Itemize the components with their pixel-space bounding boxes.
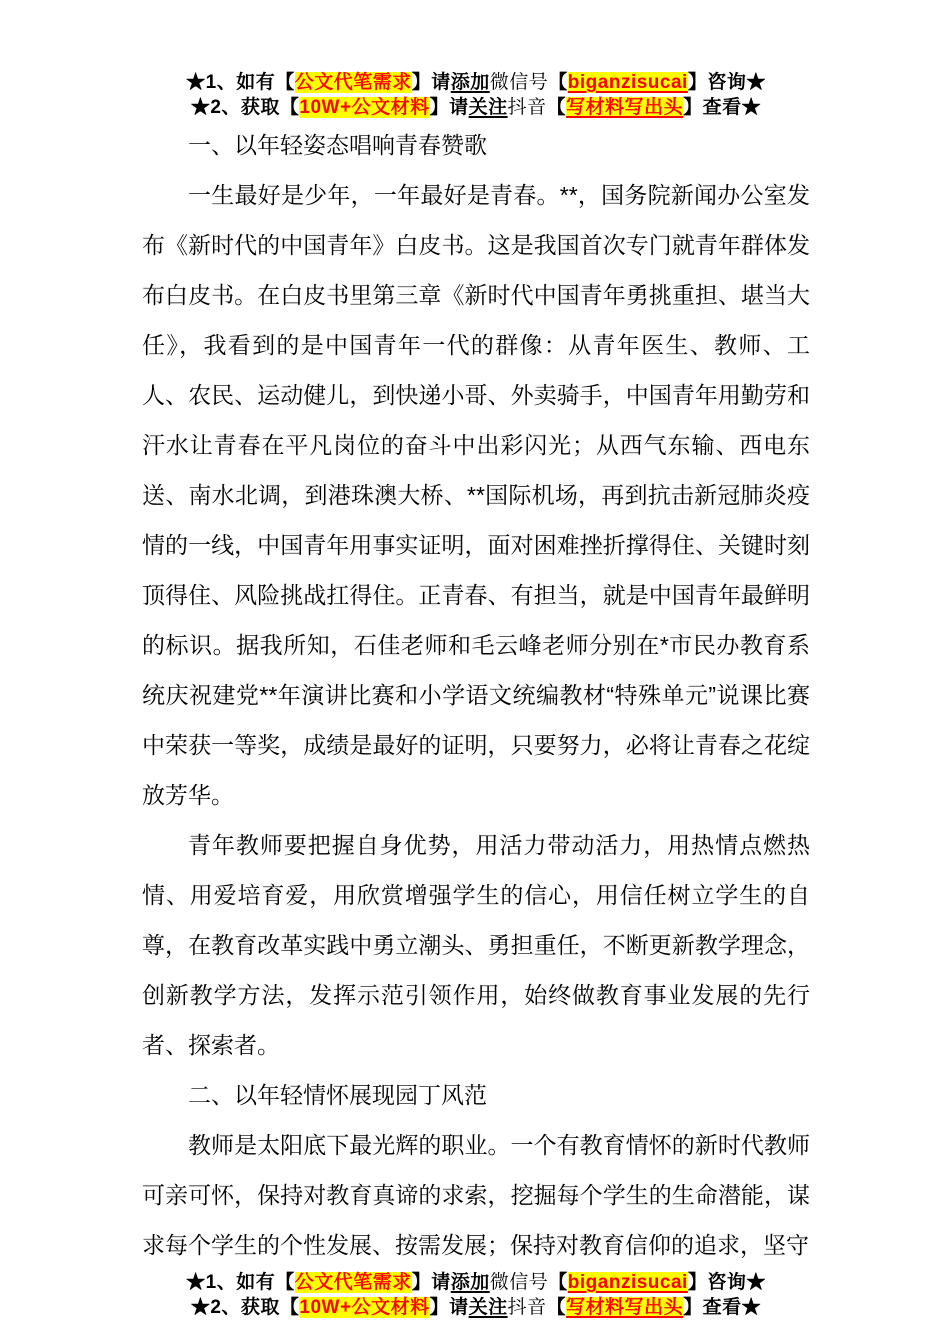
promo-account-douyin: 写材料写出头 <box>566 1297 684 1318</box>
promo-action-underlined: 添加 <box>450 1272 490 1293</box>
promo-suffix: 】咨询★ <box>687 72 766 93</box>
promo-prefix: ★2、获取【 <box>190 97 300 118</box>
promo-prefix: ★2、获取【 <box>190 1297 300 1318</box>
promo-mid: 】请 <box>411 72 451 93</box>
promo-bracket: 【 <box>546 1297 567 1318</box>
document-body <box>142 120 810 1270</box>
promo-channel: 抖音 <box>507 1297 547 1318</box>
paragraph-2: 青年教师要把握自身优势，用活力带动活力，用热情点燃热情、用爱培育爱，用欣赏增强学生的信心，用信任树立学生的自尊，在教育改革实践中勇立潮头、勇担重任，不断更新教学理念，创新教学方法，发挥示范引领作用，始终做教育事业发展的先行者、探索者。 <box>142 832 810 1058</box>
promo-offer-highlight: 10W+公文材料 <box>299 97 430 118</box>
promo-action-underlined: 关注 <box>468 1297 508 1318</box>
promo-prefix: ★1、如有【 <box>186 72 295 93</box>
promo-account-wechat: biganzisucai <box>567 72 688 93</box>
promo-mid: 】请 <box>429 97 469 118</box>
paragraph-1: 一生最好是少年，一年最好是青春。**，国务院新闻办公室发布《新时代的中国青年》白皮书。这是我国首次专门就青年群体发布白皮书。在白皮书里第三章《新时代中国青年勇挑重担、堪当大任》，我看到的是中国青年一代的群像：从青年医生、教师、工人、农民、运动健儿，到快递小哥、外卖骑手，中国青年用勤劳和汗水让青春在平凡岗位的奋斗中出彩闪光；从西气东输、西电东送、南水北调，到港珠澳大桥、**国际机场，再到抗击新冠肺炎疫情的一线，中国青年用事实证明，面对困难挫折撑得住、关键时刻顶得住、风险挑战扛得住。正青春、有担当，就是中国青年最鲜明的标识。据我所知，石佳老师和毛云峰老师分别在*市民办教育系统庆祝建党**年演讲比赛和小学语文统编教材“特殊单元”说课比赛中荣获一等奖，成绩是最好的证明，只要努力，必将让青春之花绽放芳华。 <box>142 182 810 808</box>
promo-action-underlined: 添加 <box>450 72 490 93</box>
promo-channel: 微信号 <box>489 72 549 93</box>
promo-suffix: 】咨询★ <box>687 1272 766 1293</box>
promo-channel: 微信号 <box>489 1272 549 1293</box>
promo-banner-bottom <box>142 1270 810 1320</box>
promo-account-douyin: 写材料写出头 <box>566 97 684 118</box>
promo-line-2 <box>142 95 810 120</box>
promo-offer-highlight: 10W+公文材料 <box>299 1297 430 1318</box>
promo-suffix: 】查看★ <box>683 97 762 118</box>
promo-prefix: ★1、如有【 <box>186 1272 295 1293</box>
promo-bracket: 【 <box>548 72 568 93</box>
promo-channel: 抖音 <box>507 97 547 118</box>
promo-bracket: 【 <box>548 1272 568 1293</box>
section-heading-1: 一、以年轻姿态唱响青春赞歌 <box>188 132 487 158</box>
promo-offer-highlight: 公文代笔需求 <box>294 1272 412 1293</box>
paragraph-3: 教师是太阳底下最光辉的职业。一个有教育情怀的新时代教师可亲可怀，保持对教育真谛的求索，挖掘每个学生的生命潜能，谋求每个学生的个性发展、按需发展；保持对教育信仰的追求，坚守 <box>142 1132 810 1258</box>
promo-offer-highlight: 公文代笔需求 <box>294 72 412 93</box>
promo-line-1 <box>142 70 810 95</box>
section-heading-2: 二、以年轻情怀展现园丁风范 <box>188 1082 487 1108</box>
promo-suffix: 】查看★ <box>683 1297 762 1318</box>
promo-mid: 】请 <box>411 1272 451 1293</box>
promo-mid: 】请 <box>429 1297 469 1318</box>
promo-line-1 <box>142 1270 810 1295</box>
promo-line-2 <box>142 1295 810 1320</box>
promo-bracket: 【 <box>546 97 567 118</box>
promo-account-wechat: biganzisucai <box>567 1272 688 1293</box>
promo-action-underlined: 关注 <box>468 97 508 118</box>
promo-banner-top <box>142 70 810 120</box>
